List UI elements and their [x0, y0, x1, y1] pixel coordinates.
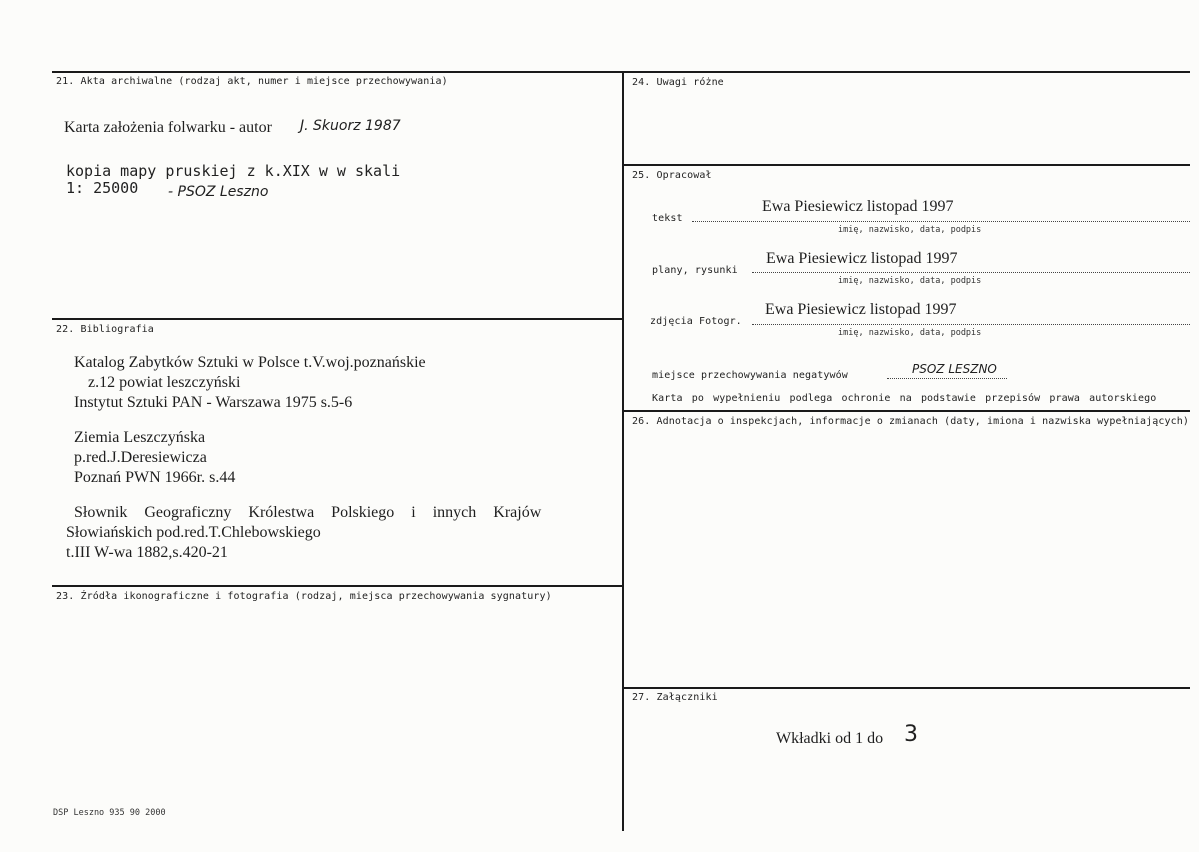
copyright-note: Karta po wypełnieniu podlega ochronie na podstawie przepisów prawa autorskiego [652, 393, 1157, 404]
bibliography-entry: t.III W-wa 1882,s.420-21 [66, 544, 228, 561]
bibliography-entry: p.red.J.Deresiewicza [74, 449, 207, 466]
bibliography-entry: Słownik Geograficzny Królestwa Polskiego i innych Krajów [74, 504, 542, 521]
section-23-label: 23. Źródła ikonograficzne i fotografia (rodzaj, miejsca przechowywania sygnatury) [56, 591, 552, 602]
print-mark: DSP Leszno 935 90 2000 [53, 808, 166, 818]
negatives-location-field: miejsce przechowywania negatywów [652, 370, 848, 381]
drawings-author-hint: imię, nazwisko, data, podpis [838, 276, 982, 286]
section-22-label: 22. Bibliografia [56, 324, 154, 335]
bibliography-entry: Ziemia Leszczyńska [74, 429, 206, 446]
photos-author-hint: imię, nazwisko, data, podpis [838, 328, 982, 338]
archival-line-1: Karta założenia folwarku - autor [64, 119, 272, 136]
section-21-label: 21. Akta archiwalne (rodzaj akt, numer i miejsce przechowywania) [56, 76, 448, 87]
divider-22-23 [52, 585, 622, 587]
archival-line-3-handwritten: - PSOZ Leszno [168, 184, 269, 200]
text-author-value: Ewa Piesiewicz listopad 1997 [762, 198, 954, 215]
photos-author-line [752, 324, 1190, 325]
negatives-location-value: PSOZ LESZNO [912, 362, 997, 376]
section-27-label: 27. Załączniki [632, 692, 718, 703]
text-author-field: tekst [652, 213, 683, 224]
inserts-count-handwritten: 3 [904, 722, 918, 747]
drawings-author-line [752, 272, 1190, 273]
bibliography-entry: z.12 powiat leszczyński [88, 374, 241, 391]
divider-21-22 [52, 318, 622, 320]
drawings-author-value: Ewa Piesiewicz listopad 1997 [766, 250, 958, 267]
archival-line-3: 1: 25000 [66, 179, 139, 197]
divider-26-27 [624, 687, 1190, 689]
archival-line-2: kopia mapy pruskiej z k.XIX w w skali [66, 162, 401, 180]
section-25-label: 25. Opracował [632, 170, 712, 181]
divider-24-25 [624, 164, 1190, 166]
negatives-location-line [887, 378, 1007, 379]
bibliography-entry: Słowiańskich pod.red.T.Chlebowskiego [66, 524, 321, 541]
center-divider [622, 71, 624, 831]
bibliography-entry: Instytut Sztuki PAN - Warszawa 1975 s.5-6 [74, 394, 353, 411]
archival-line-1-handwritten: J. Skuorz 1987 [300, 118, 401, 134]
photos-author-value: Ewa Piesiewicz listopad 1997 [765, 301, 957, 318]
bibliography-entry: Poznań PWN 1966r. s.44 [74, 469, 236, 486]
section-24-label: 24. Uwagi różne [632, 77, 724, 88]
top-border [52, 71, 1190, 73]
text-author-line [692, 221, 1190, 222]
bibliography-entry: Katalog Zabytków Sztuki w Polsce t.V.woj.poznańskie [74, 354, 426, 371]
drawings-author-field: plany, rysunki [652, 265, 738, 276]
text-author-hint: imię, nazwisko, data, podpis [838, 225, 982, 235]
inserts-count: Wkładki od 1 do [776, 730, 884, 747]
divider-25-26 [624, 410, 1190, 412]
section-26-label: 26. Adnotacja o inspekcjach, informacje o zmianach (daty, imiona i nazwiska wypełniających) [632, 416, 1189, 427]
photos-author-field: zdjęcia Fotogr. [650, 316, 742, 327]
